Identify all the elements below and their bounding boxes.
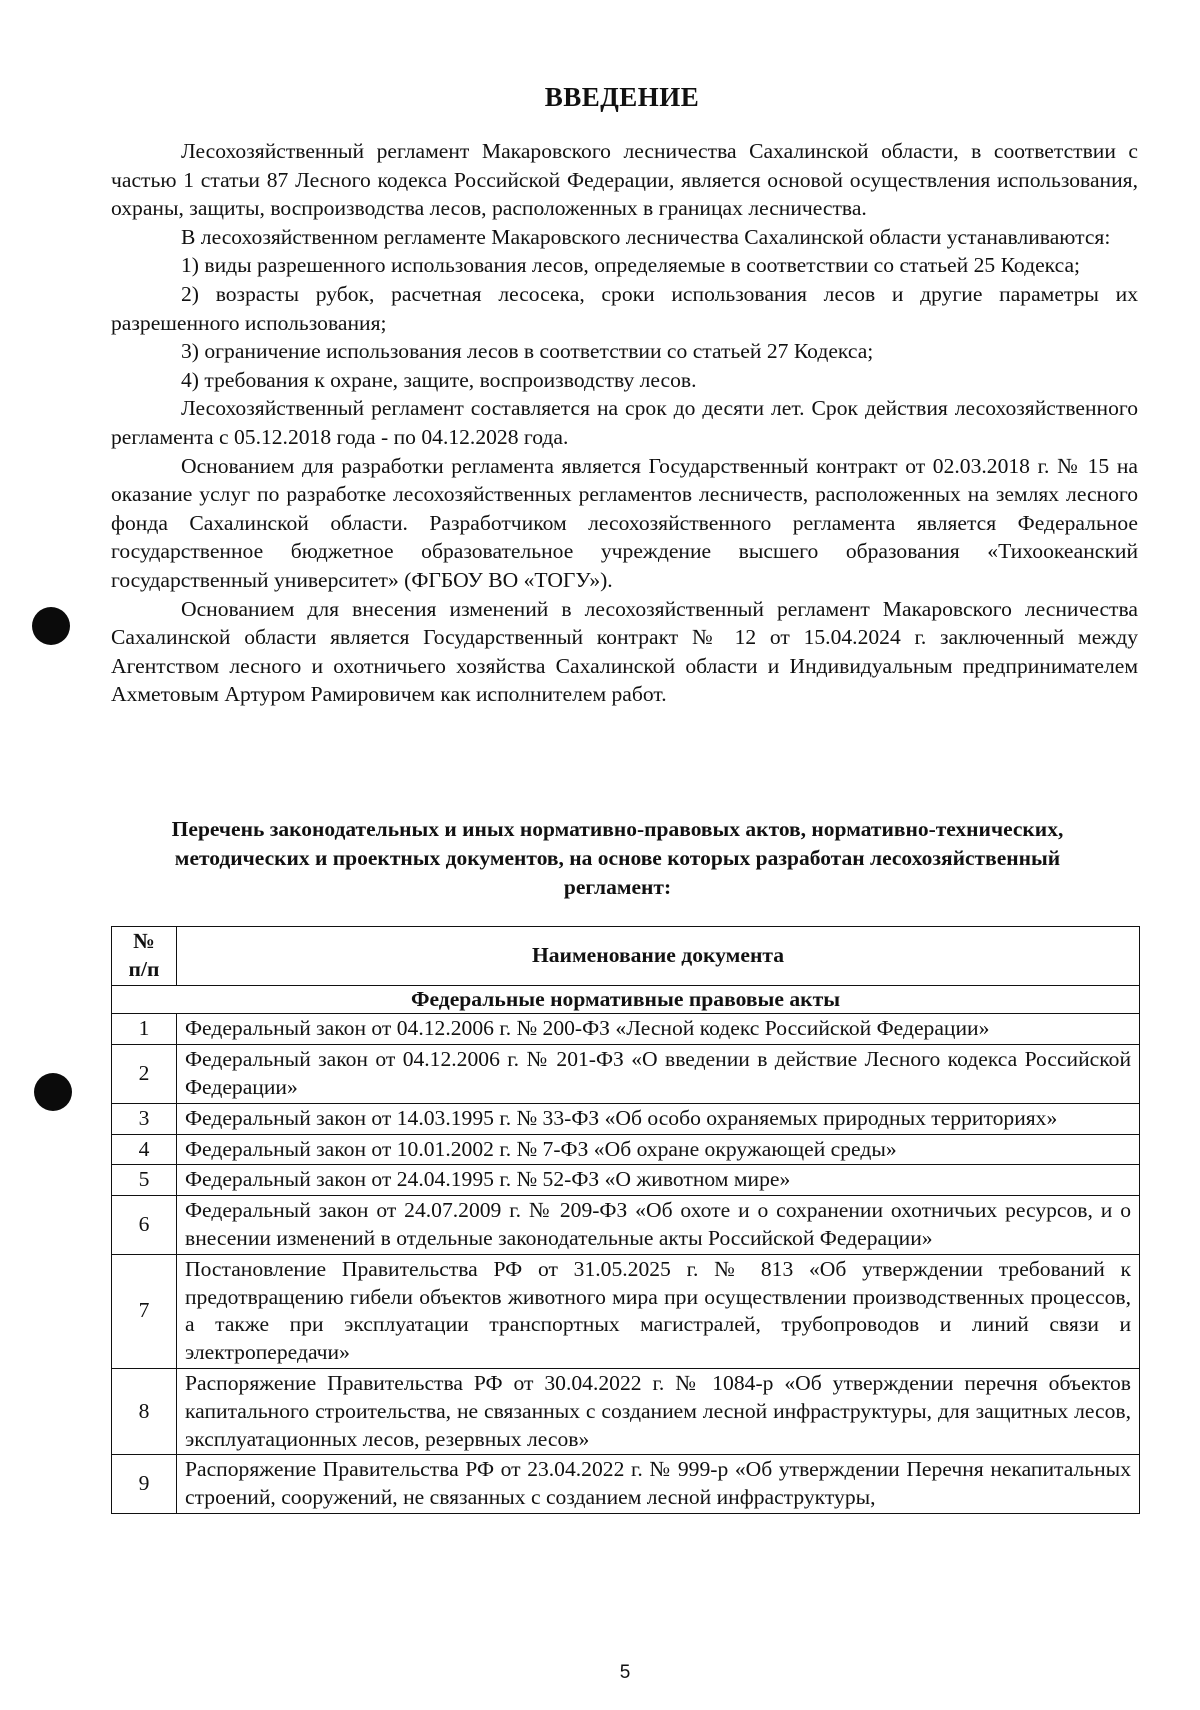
row-number: 3 [112,1103,177,1134]
table-row [112,1254,1140,1368]
list-item: 4) требования к охране, защите, воспроизводству лесов. [181,367,697,392]
row-number: 1 [112,1014,177,1045]
documents-table [111,926,1140,1514]
table-row [112,1103,1140,1134]
table-row [112,1014,1140,1045]
punch-hole-icon [32,607,70,645]
paragraph: Лесохозяйственный регламент составляется на срок до десяти лет. Срок действия лесохозяйственного регламента с 05.12.2018 года - по 04.12.2028 года. [111,396,1138,449]
table-row [112,1196,1140,1255]
row-document: Федеральный закон от 24.07.2009 г. № 209-ФЗ «Об охоте и о сохранении охотничьих ресурсов, и о внесении изменений в отдельные законодательные акты Российской Федерации» [177,1196,1140,1255]
row-document: Федеральный закон от 14.03.1995 г. № 33-ФЗ «Об особо охраняемых природных территориях» [177,1103,1140,1134]
header-number: № п/п [112,927,177,986]
punch-hole-icon [34,1073,72,1111]
row-number: 7 [112,1254,177,1368]
table-row [112,1045,1140,1104]
row-document: Распоряжение Правительства РФ от 30.04.2022 г. № 1084-р «Об утверждении перечня объектов капитального строительства, не связанных с созданием лесной инфраструктуры, для защитных лесов, эксплуатационных лесов, резервных лесов» [177,1368,1140,1454]
paragraph: Основанием для внесения изменений в лесохозяйственный регламент Макаровского лесничества Сахалинской области является Государственный контракт № 12 от 15.04.2024 г. заключенный между Агентством лесного и охотничьего хозяйства Сахалинской области и Индивидуальным предпринимателем Ахметовым Артуром Рамировичем как исполнителем работ. [111,596,1138,707]
documents-list-heading: Перечень законодательных и иных нормативно-правовых актов, нормативно-технических, методических и проектных документов, на основе которых разработан лесохозяйственный регламент: [171,817,1064,899]
list-item: 2) возрасты рубок, расчетная лесосека, сроки использования лесов и другие параметры их разрешенного использования; [111,281,1138,335]
row-number: 8 [112,1368,177,1454]
table-header-row [112,927,1140,986]
row-document: Федеральный закон от 24.04.1995 г. № 52-ФЗ «О животном мире» [177,1165,1140,1196]
table-row [112,1368,1140,1454]
row-number: 4 [112,1134,177,1165]
paragraph: Основанием для разработки регламента является Государственный контракт от 02.03.2018 г. № 15 на оказание услуг по разработке лесохозяйственных регламентов лесничеств, расположенных на землях лесного фонда Сахалинской области. Разработчиком лесохозяйственного регламента является Федеральное государственное бюджетное образовательное учреждение высшего образования «Тихоокеанский государственный университет» (ФГБОУ ВО «ТОГУ»). [111,453,1138,592]
row-number: 5 [112,1165,177,1196]
row-document: Федеральный закон от 10.01.2002 г. № 7-ФЗ «Об охране окружающей среды» [177,1134,1140,1165]
list-item: 3) ограничение использования лесов в соответствии со статьей 27 Кодекса; [181,339,874,364]
paragraph: Лесохозяйственный регламент Макаровского лесничества Сахалинской области, в соответствии с частью 1 статьи 87 Лесного кодекса Российской Федерации, является основой осуществления использования, охраны, защиты, воспроизводства лесов, расположенных в границах лесничества. [111,139,1138,221]
row-document: Распоряжение Правительства РФ от 23.04.2022 г. № 999-р «Об утверждении Перечня некапитальных строений, сооружений, не связанных с созданием лесной инфраструктуры, [177,1455,1140,1514]
table-row [112,1165,1140,1196]
row-document: Федеральный закон от 04.12.2006 г. № 201-ФЗ «О введении в действие Лесного кодекса Российской Федерации» [177,1045,1140,1104]
row-document: Федеральный закон от 04.12.2006 г. № 200-ФЗ «Лесной кодекс Российской Федерации» [177,1014,1140,1045]
row-number: 2 [112,1045,177,1104]
header-document-name: Наименование документа [177,927,1140,986]
page-number: 5 [619,1662,631,1683]
page-title: ВВЕДЕНИЕ [544,82,700,112]
row-number: 9 [112,1455,177,1514]
table-row [112,1134,1140,1165]
list-item: 1) виды разрешенного использования лесов, определяемые в соответствии со статьей 25 Кодекса; [181,253,1081,278]
row-number: 6 [112,1196,177,1255]
introduction-text [111,137,1138,709]
row-document: Постановление Правительства РФ от 31.05.2025 г. № 813 «Об утверждении требований к предотвращению гибели объектов животного мира при осуществлении производственных процессов, а также при эксплуатации транспортных магистралей, трубопроводов и линий связи и электропередачи» [177,1254,1140,1368]
paragraph: В лесохозяйственном регламенте Макаровского лесничества Сахалинской области устанавливаются: [181,224,1111,249]
table-section-row [112,985,1140,1014]
table-row [112,1455,1140,1514]
section-title: Федеральные нормативные правовые акты [112,985,1140,1014]
